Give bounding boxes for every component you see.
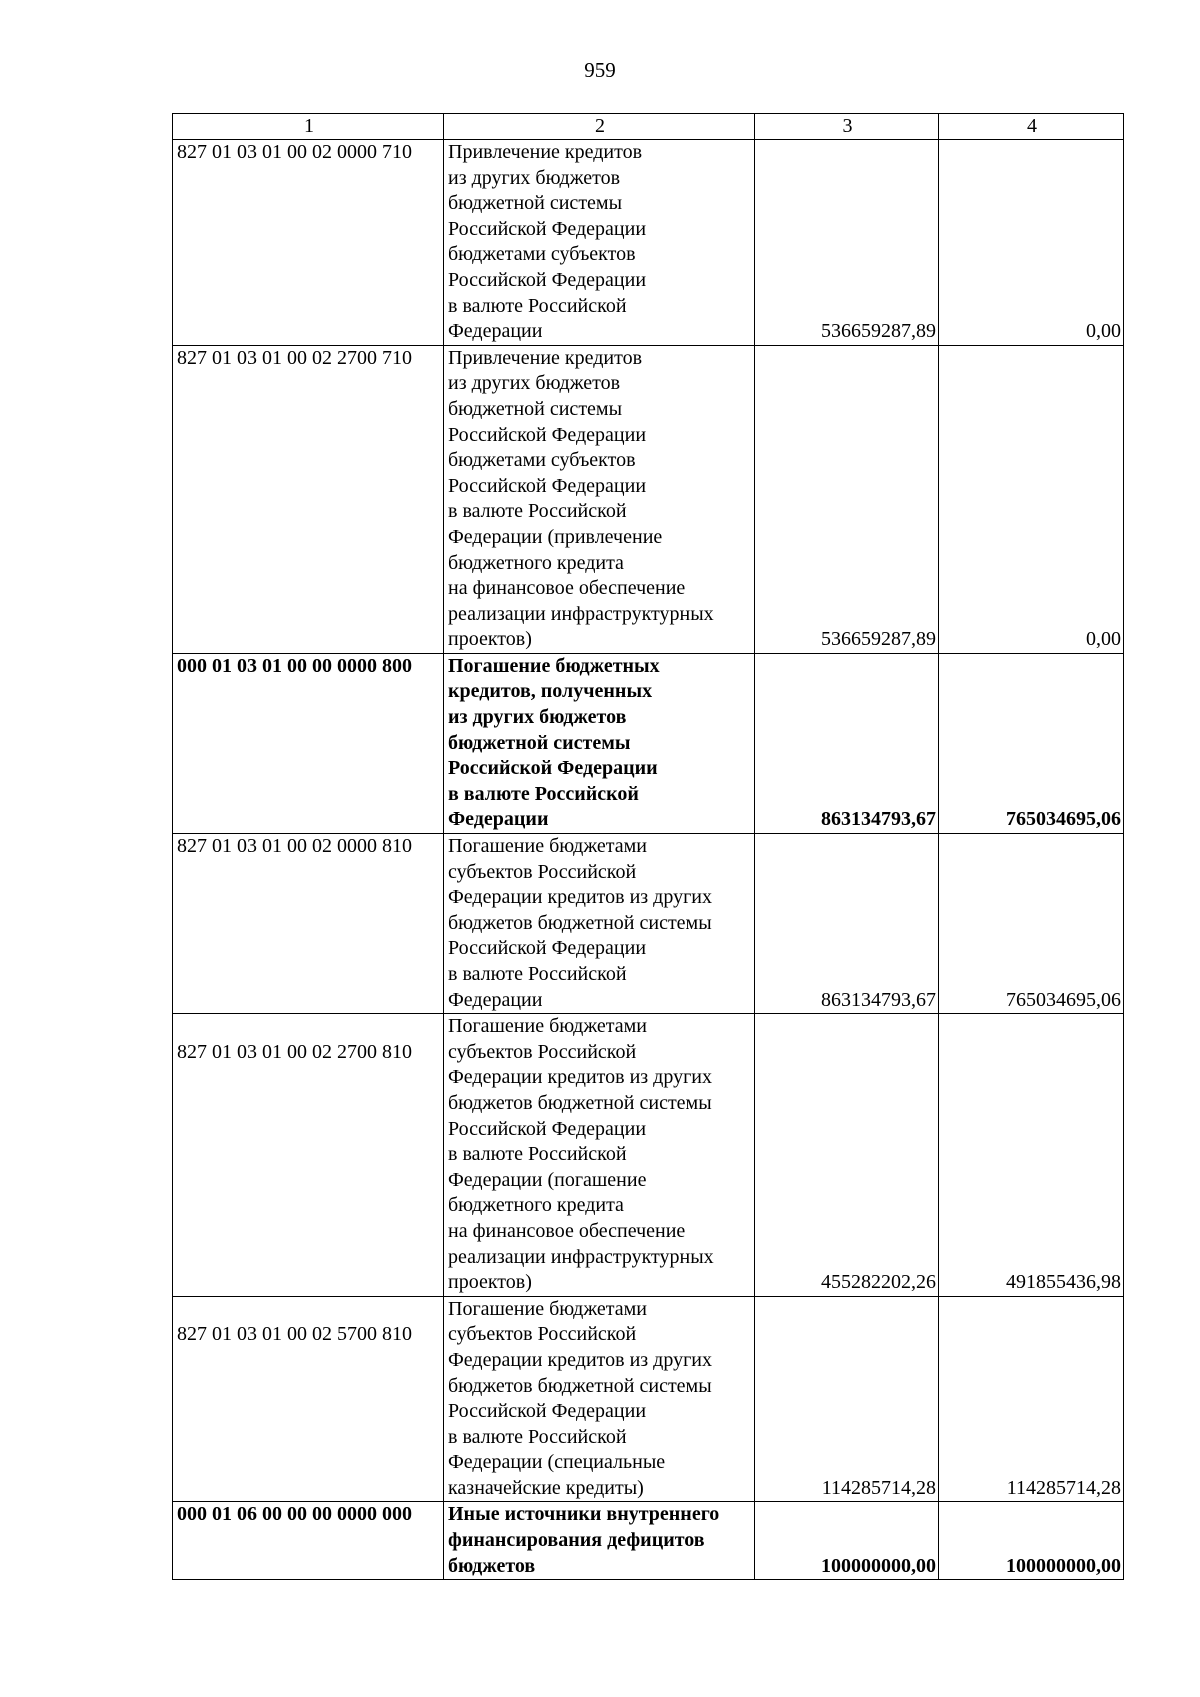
header-cell-1: 1: [173, 114, 444, 140]
amount-col3-cell: 863134793,67: [755, 653, 939, 833]
amount-col4-cell: 114285714,28: [939, 1296, 1124, 1502]
amount-col3-cell: 455282202,26: [755, 1014, 939, 1297]
description-line: реализации инфраструктурных: [448, 602, 714, 625]
description-line: субъектов Российской: [448, 1323, 637, 1346]
description-line: бюджетной системы: [448, 397, 623, 420]
header-cell-2: 2: [444, 114, 755, 140]
description-line: Федерации: [448, 320, 543, 343]
table-row: [173, 653, 1124, 833]
amount-col4-cell: 765034695,06: [939, 834, 1124, 1014]
description-line: Российской Федерации: [448, 757, 658, 780]
budget-code-cell: [173, 1014, 444, 1297]
amount-col3-cell: 536659287,89: [755, 345, 939, 653]
budget-code-cell: [173, 653, 444, 833]
budget-code-cell: [173, 834, 444, 1014]
description-line: Федерации (привлечение: [448, 525, 663, 548]
description-line: на финансовое обеспечение: [448, 1219, 686, 1242]
description-line: Федерации (погашение: [448, 1168, 647, 1191]
description-line: Привлечение кредитов: [448, 346, 643, 369]
description-line: бюджетного кредита: [448, 551, 624, 574]
table-header-row: [173, 114, 1124, 140]
description-line: Российской Федерации: [448, 937, 647, 960]
budget-code: 827 01 03 01 00 02 2700 710: [177, 346, 412, 369]
description-line: в валюте Российской: [448, 1143, 627, 1166]
description-line: Привлечение кредитов: [448, 141, 643, 163]
header-cell-3: 3: [755, 114, 939, 140]
line-spacer: [177, 1014, 441, 1040]
table-row: [173, 1014, 1124, 1297]
description-line: проектов): [448, 1271, 532, 1294]
description-line: бюджетов бюджетной системы: [448, 1374, 712, 1397]
table-row: [173, 1502, 1124, 1580]
description-line: реализации инфраструктурных: [448, 1245, 714, 1268]
description-line: Погашение бюджетами: [448, 1297, 648, 1320]
description-line: Российской Федерации: [448, 268, 647, 291]
table-row: [173, 345, 1124, 653]
description-line: Погашение бюджетных: [448, 654, 660, 677]
amount-col4-cell: 100000000,00: [939, 1502, 1124, 1580]
table-row: [173, 1296, 1124, 1502]
description-line: в валюте Российской: [448, 294, 627, 317]
amount-col3-cell: 100000000,00: [755, 1502, 939, 1580]
description-line: бюджетов бюджетной системы: [448, 1091, 712, 1114]
budget-code: 827 01 03 01 00 02 5700 810: [177, 1323, 412, 1346]
budget-code: 827 01 03 01 00 02 2700 810: [177, 1040, 412, 1063]
description-line: бюджетов бюджетной системы: [448, 911, 712, 934]
description-line: в валюте Российской: [448, 500, 627, 523]
description-line: казначейские кредиты): [448, 1476, 644, 1499]
budget-sources-table: [172, 113, 1124, 1580]
description-line: субъектов Российской: [448, 860, 637, 883]
budget-code: 827 01 03 01 00 02 0000 710: [177, 141, 412, 163]
budget-code: 000 01 03 01 00 00 0000 800: [177, 654, 412, 677]
description-line: бюджетами субъектов: [448, 243, 636, 266]
amount-col3-cell: 536659287,89: [755, 140, 939, 346]
description-cell: [444, 140, 755, 346]
description-line: субъектов Российской: [448, 1040, 637, 1063]
description-line: из других бюджетов: [448, 706, 627, 729]
description-line: в валюте Российской: [448, 782, 639, 805]
budget-code: 000 01 06 00 00 00 0000 000: [177, 1503, 412, 1526]
description-cell: [444, 653, 755, 833]
description-line: Погашение бюджетами: [448, 835, 648, 858]
description-line: бюджетами субъектов: [448, 449, 636, 472]
description-cell: [444, 1014, 755, 1297]
description-line: бюджетного кредита: [448, 1194, 624, 1217]
description-line: Федерации (специальные: [448, 1451, 666, 1474]
description-line: в валюте Российской: [448, 1425, 627, 1448]
amount-col3-cell: 863134793,67: [755, 834, 939, 1014]
table-row: [173, 140, 1124, 346]
description-line: Погашение бюджетами: [448, 1015, 648, 1038]
budget-code-cell: [173, 1296, 444, 1502]
description-cell: [444, 345, 755, 653]
description-line: бюджетной системы: [448, 731, 631, 754]
description-line: Российской Федерации: [448, 217, 647, 240]
header-cell-4: 4: [939, 114, 1124, 140]
amount-col4-cell: 491855436,98: [939, 1014, 1124, 1297]
description-line: Российской Федерации: [448, 423, 647, 446]
description-line: финансирования дефицитов: [448, 1529, 705, 1552]
description-line: Иные источники внутреннего: [448, 1503, 720, 1526]
amount-col4-cell: 0,00: [939, 345, 1124, 653]
description-line: кредитов, полученных: [448, 680, 653, 703]
amount-col3-cell: 114285714,28: [755, 1296, 939, 1502]
amount-col4-cell: 765034695,06: [939, 653, 1124, 833]
budget-code-cell: [173, 140, 444, 346]
description-line: проектов): [448, 628, 532, 651]
description-line: Федерации кредитов из других: [448, 886, 713, 909]
budget-code: 827 01 03 01 00 02 0000 810: [177, 835, 412, 858]
description-cell: [444, 834, 755, 1014]
description-line: из других бюджетов: [448, 166, 621, 189]
amount-col4-cell: 0,00: [939, 140, 1124, 346]
budget-code-cell: [173, 345, 444, 653]
description-line: в валюте Российской: [448, 963, 627, 985]
description-line: Федерации кредитов из других: [448, 1348, 713, 1371]
description-line: Федерации: [448, 988, 543, 1011]
description-line: бюджетов: [448, 1554, 536, 1577]
table-row: [173, 834, 1124, 1014]
description-line: из других бюджетов: [448, 372, 621, 395]
page-number: 959: [584, 58, 616, 82]
description-line: на финансовое обеспечение: [448, 577, 686, 600]
description-line: бюджетной системы: [448, 192, 623, 215]
line-spacer: [177, 1297, 441, 1323]
description-cell: [444, 1296, 755, 1502]
description-line: Российской Федерации: [448, 1117, 647, 1140]
description-line: Российской Федерации: [448, 1400, 647, 1423]
description-line: Федерации кредитов из других: [448, 1066, 713, 1089]
budget-code-cell: [173, 1502, 444, 1580]
description-line: Федерации: [448, 808, 549, 831]
description-cell: [444, 1502, 755, 1580]
description-line: Российской Федерации: [448, 474, 647, 497]
